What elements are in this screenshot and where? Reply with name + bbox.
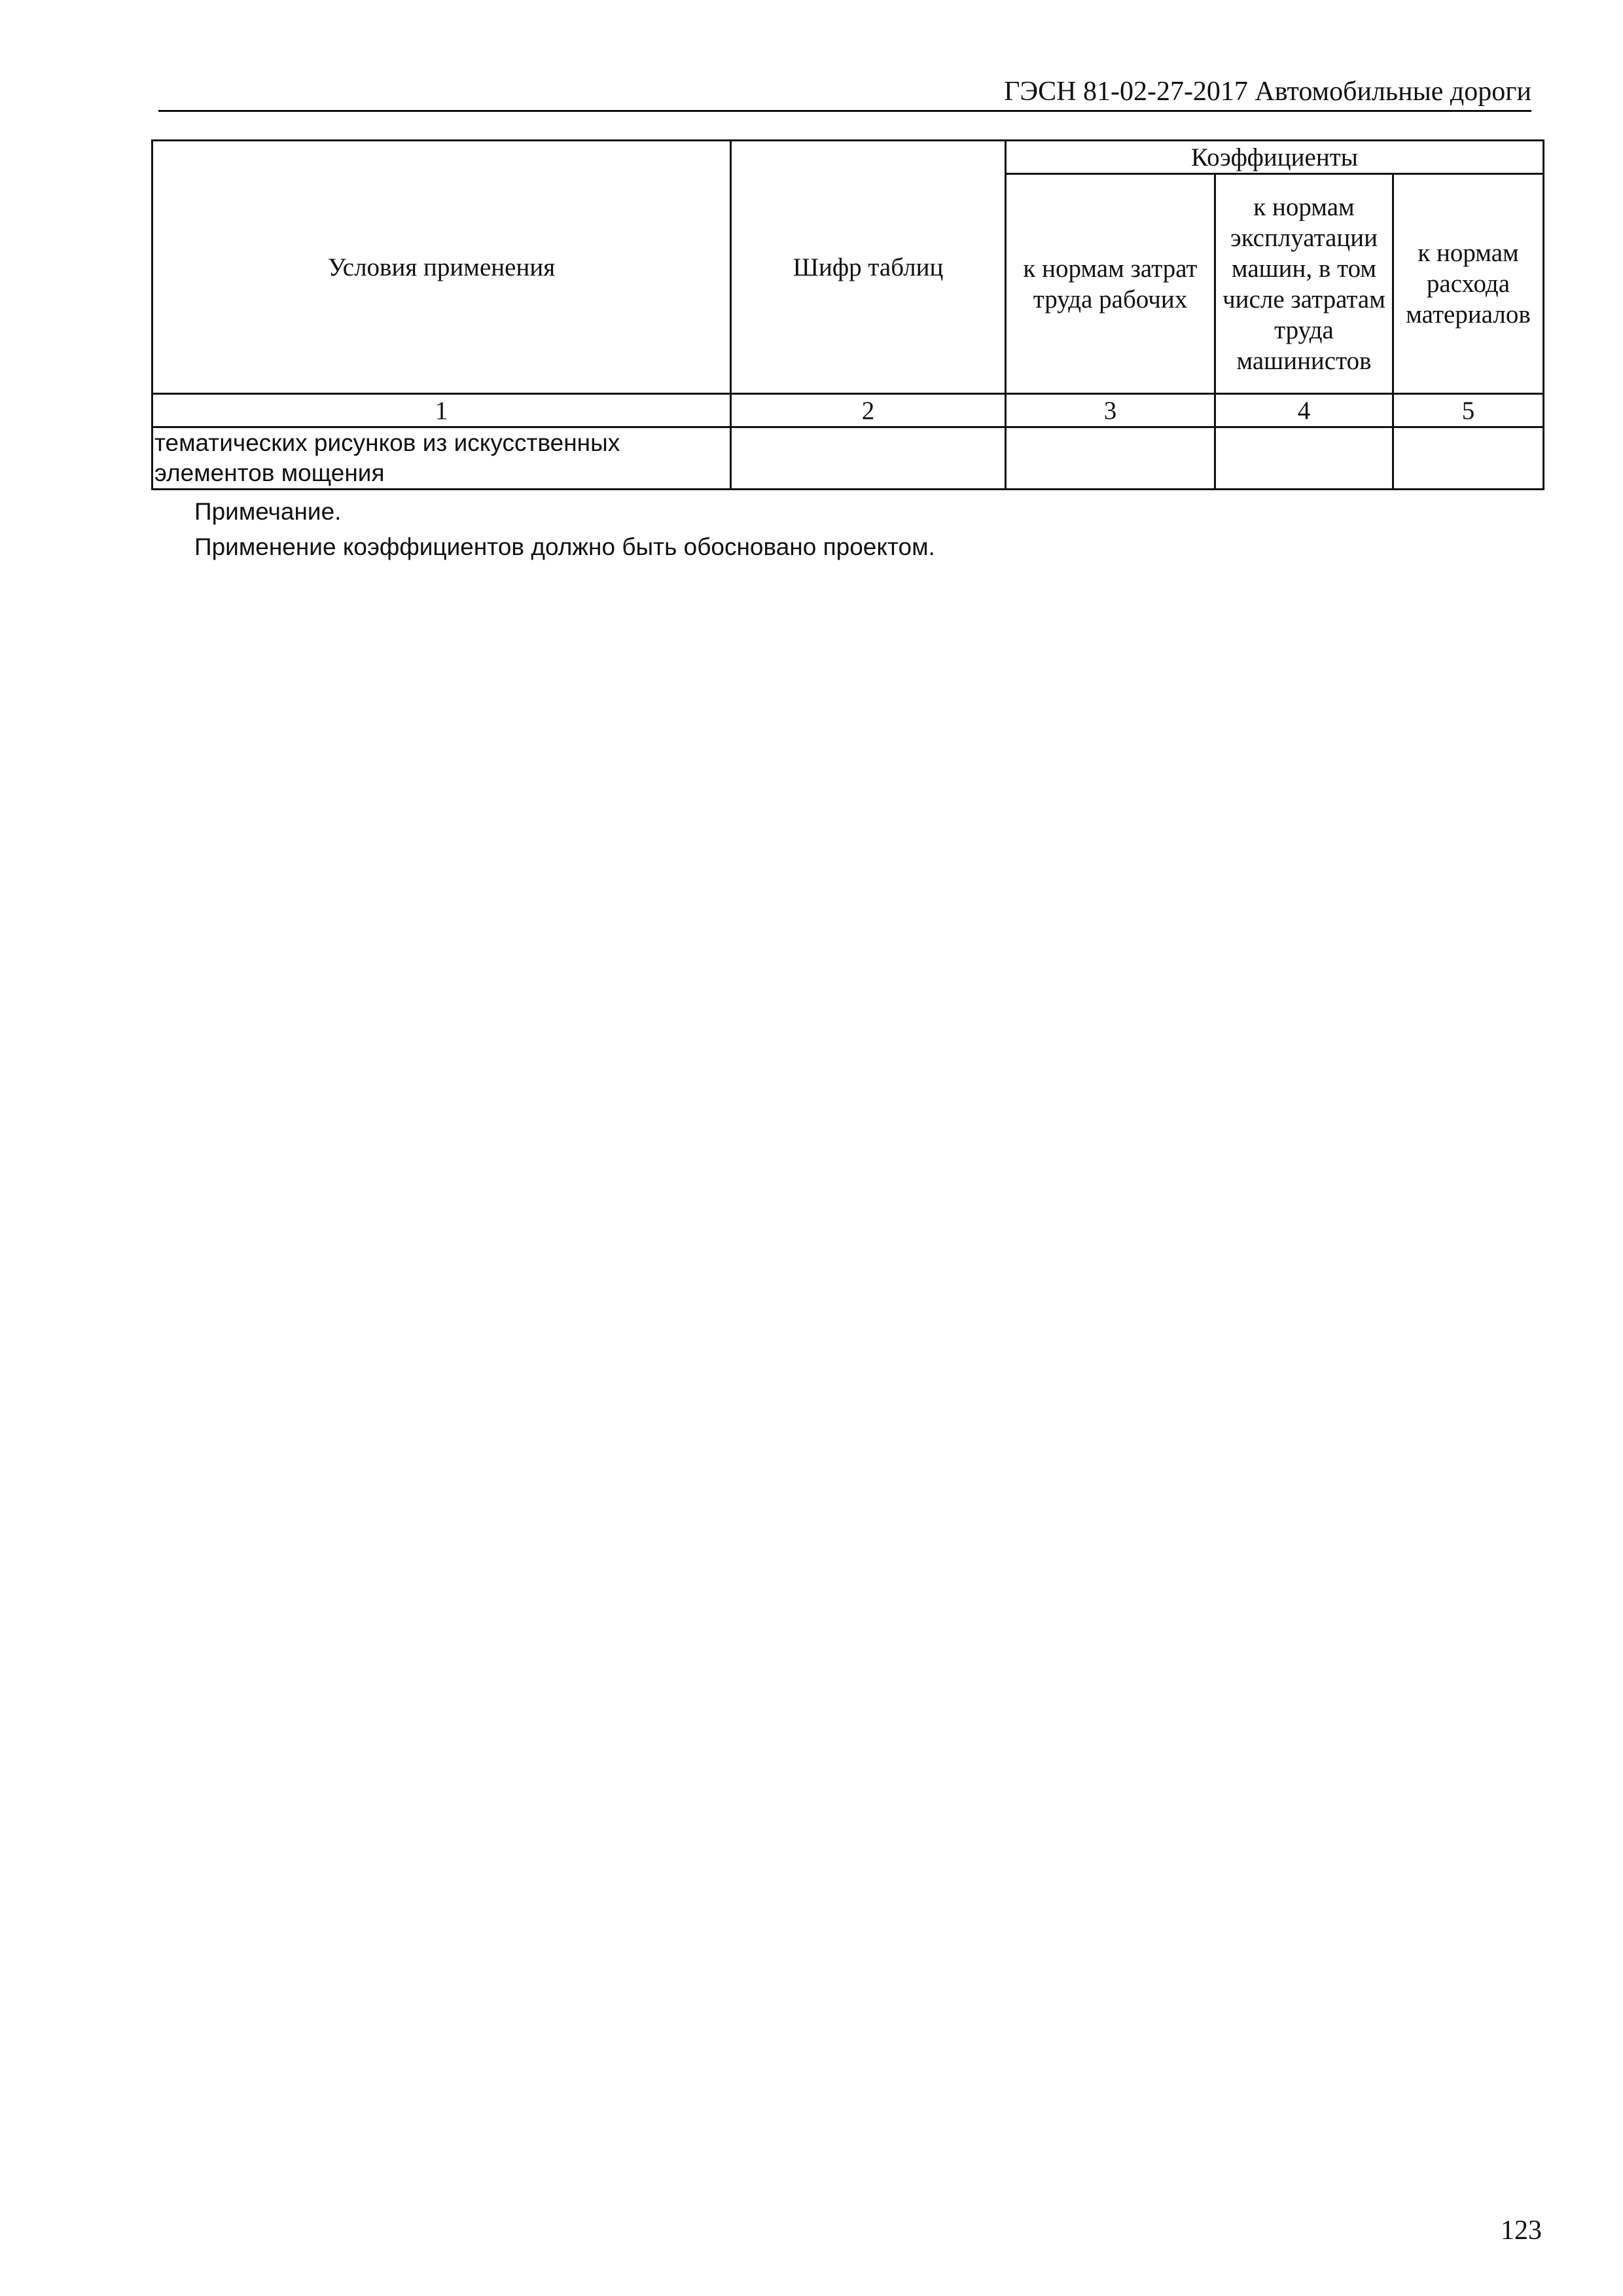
column-number-3: 3 — [1006, 394, 1215, 427]
notes-text: Применение коэффициентов должно быть обосновано проектом. — [194, 533, 935, 560]
cell-machines — [1215, 427, 1393, 490]
column-number-5: 5 — [1393, 394, 1544, 427]
cell-conditions: тематических рисунков из искусственных элементов мощения — [152, 427, 731, 490]
cell-table-code — [731, 427, 1006, 490]
header-table-code: Шифр таблиц — [731, 141, 1006, 394]
coefficients-table — [151, 139, 1544, 490]
column-number-1: 1 — [152, 394, 731, 427]
header-materials: к нормам расхода материалов — [1393, 174, 1544, 394]
cell-labor — [1006, 427, 1215, 490]
running-header: ГЭСН 81-02-27-2017 Автомобильные дороги — [158, 73, 1531, 112]
column-number-row — [152, 394, 1544, 427]
notes — [194, 494, 935, 565]
column-number-2: 2 — [731, 394, 1006, 427]
header-conditions: Условия применения — [152, 141, 731, 394]
table-row — [152, 427, 1544, 490]
header-machines: к нормам эксплуатации машин, в том числе затратам труда машинистов — [1215, 174, 1393, 394]
header-coefficients-group: Коэффициенты — [1006, 141, 1544, 174]
page-number: 123 — [1501, 2215, 1542, 2246]
column-number-4: 4 — [1215, 394, 1393, 427]
cell-materials — [1393, 427, 1544, 490]
header-labor: к нормам затрат труда рабочих — [1006, 174, 1215, 394]
notes-heading: Примечание. — [194, 498, 342, 525]
